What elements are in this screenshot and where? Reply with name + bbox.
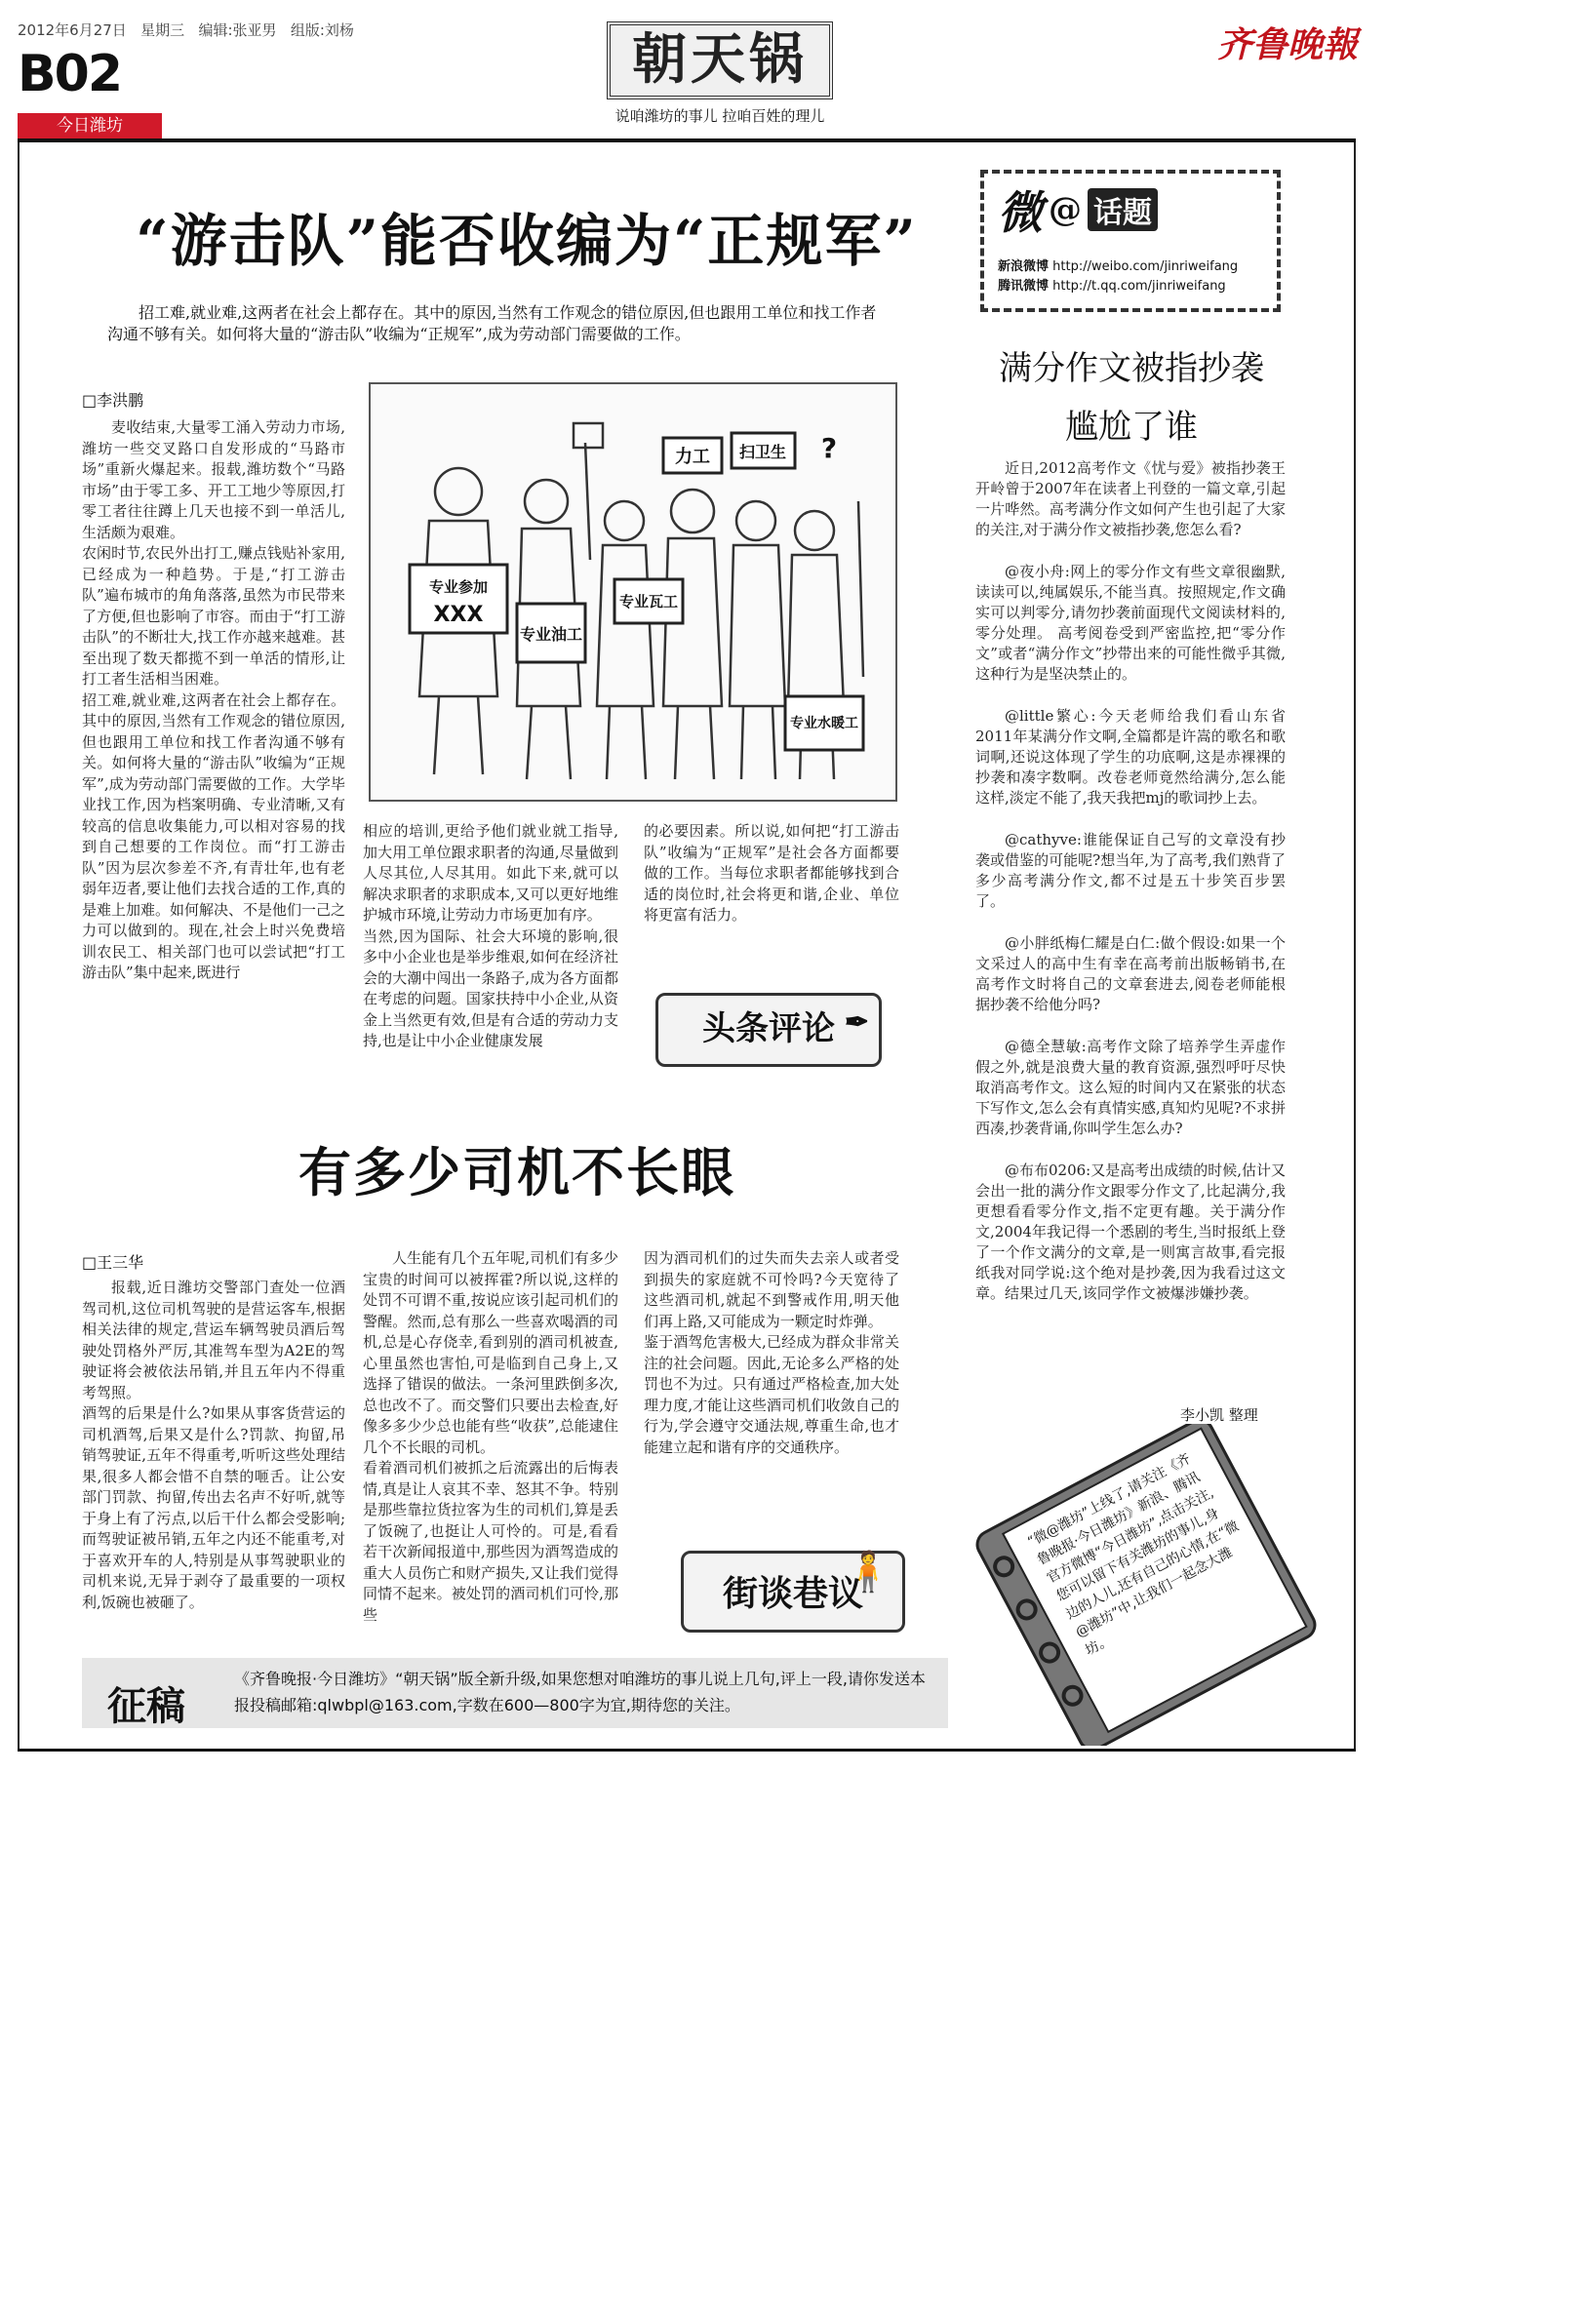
article1-column-2: 相应的培训,更给予他们就业就工指导,加大用工单位跟求职者的沟通,尽量做到人尽其位,人尽其用。如此下来,就可以解决求职者的求职成本,又可以更好地维护城市环境,让劳动力市场更加有序。 当然,因为国际、社会大环境的影响,很多中小企业也是举步维艰,如何在经济社会的大潮中闯出一条路子,成为各方面都在考虑的问题。国家扶持中小企业,从资金上当然更有效,但是有合适的劳动力支持,也是让中小企业健康发展: [363, 822, 618, 1049]
weibo-post: @夜小舟:网上的零分作文有些文章很幽默,读读可以,纯属娱乐,不能当真。按照规定,作文确实可以判零分,请勿抄袭前面现代文阅读材料的,零分处理。 高考阅卷受到严密监控,把“零分作文”或者“满分作文”抄带出来的可能性微乎其微,这种行为是坚决禁止的。: [975, 563, 1286, 683]
weibo-topic-box: [980, 170, 1281, 312]
weibo-topic-logo: [998, 181, 1263, 238]
notebook-graphic: [956, 1424, 1336, 1746]
weibo-links: [998, 257, 1238, 296]
headline-comment-badge: [655, 993, 882, 1067]
section-tag: 今日潍坊: [18, 113, 162, 138]
cartoon-workers-drawing: [371, 384, 895, 800]
tencent-label: 腾讯微博: [998, 279, 1050, 294]
issue-weekday: 星期三: [140, 21, 185, 39]
street-talk-badge: [681, 1551, 905, 1633]
topic-title-line-1: 满分作文被指抄袭: [999, 349, 1264, 388]
sign-label-1: 专业参加: [428, 578, 489, 596]
article1-column-1: 麦收结束,大量零工涌入劳动力市场,潍坊一些交叉路口自发形成的“马路市场”重新火爆起来。报载,潍坊数个“马路市场”由于零工多、开工工地少等原因,打零工者往往蹲上几天也接不到一单活儿,生活颇为艰难。 农闲时节,农民外出打工,赚点钱贴补家用,已经成为一种趋势。于是,“打工游击队”遍布城市的角角落落,虽然为市民带来了方便,但也影响了市容。而由于“打工游击队”的不断壮大,找工作亦越来越难。甚至出现了数天都揽不到一单活的情形,让打工者生活相当困难。 招工难,就业难,这两者在社会上都存在。其中的原因,当然有工作观念的错位原因,但也跟用工单位和找工作者沟通不够有关。如何将大量的“游击队”收编为“正规军”,成为劳动部门需要做的工作。大学毕业找工作,因为档案明确、专业清晰,又有较高的信息收集能力,可以相对容易的找到自己想要的工作岗位。而“打工游击队”因为层次参差不齐,有青壮年,也有老弱年迈者,要让他们去找合适的工作,真的是难上加难。如何解决、不是他们一己之力可以做到的。现在,社会上时兴免费培训农民工、相关部门也可以尝试把“打工游击队”集中起来,既进行: [82, 418, 345, 981]
header-meta: [18, 20, 354, 40]
sign-label-4: 专业瓦工: [618, 593, 679, 611]
article1-title: “游击队”能否收编为“正规军”: [136, 208, 918, 274]
article1-byline: □李洪鹏: [82, 391, 144, 410]
masthead: 朝天锅: [607, 21, 833, 99]
sign-label-6: 扫卫生: [738, 443, 787, 461]
layout-credit: 组版:刘杨: [290, 21, 354, 39]
weibo-intro: 近日,2012高考作文《忧与爱》被指抄袭王开岭曾于2007年在读者上刊登的一篇文章,引起一片哗然。高考满分作文如何产生也引起了大家的关注,对于满分作文被指抄袭,您怎么看?: [975, 459, 1286, 538]
article2-column-2: 人生能有几个五年呢,司机们有多少宝贵的时间可以被挥霍?所以说,这样的处罚不可谓不重,按说应该引起司机们的警醒。然而,总有那么一些喜欢喝酒的司机,总是心存侥幸,看到别的酒司机被查,心里虽然也害怕,可是临到自己身上,又选择了错误的做法。一条河里跌倒多次,总也改不了。而交警们只要出去检查,好像多多少少总也能有些“收获”,总能逮住几个不长眼的司机。 看着酒司机们被抓之后流露出的后悔表情,真是让人哀其不幸、怒其不争。特别是那些靠拉货拉客为生的司机们,算是丢了饭碗了,也挺让人可怜的。可是,看看若干次新闻报道中,那些因为酒驾造成的重大人员伤亡和财产损失,又让我们觉得同情不起来。被处罚的酒司机们可怜,那些: [363, 1249, 618, 1624]
article1-column-3: 的必要因素。所以说,如何把“打工游击队”收编为“正规军”是社会各方面都要做的工作。当每位求职者都能够找到合适的岗位时,社会将更和谐,企业、单位将更富有活力。: [644, 822, 899, 924]
call-title: 征稿: [107, 1683, 185, 1729]
weibo-editor-credit: 李小凯 整理: [1180, 1406, 1258, 1424]
page-number: B02: [18, 45, 121, 103]
headline-comment-label: 头条评论: [702, 1009, 835, 1048]
weibo-post: @小胖纸梅仁耀是白仁:做个假设:如果一个文采过人的高中生有幸在高考前出版畅销书,在高考作文时将自己的文章套进去,阅卷老师能根据抄袭不给他分吗?: [975, 934, 1286, 1013]
street-talk-label: 街谈巷议: [722, 1573, 863, 1614]
weibo-post: @little繁心:今天老师给我们看山东省2011年某满分作文啊,全篇都是许嵩的歌名和歌词啊,还说这体现了学生的功底啊,这是赤裸裸的抄袭和凑字数啊。改卷老师竟然给满分,怎么能这样,淡定不能了,我天我把mj的歌词抄上去。: [975, 707, 1286, 807]
article1-lead: 招工难,就业难,这两者在社会上都存在。其中的原因,当然有工作观念的错位原因,但也跟用工单位和找工作者沟通不够有关。如何将大量的“游击队”收编为“正规军”,成为劳动部门需要做的工作。: [107, 303, 877, 343]
sign-label-3: 专业油工: [519, 625, 583, 644]
call-text: 《齐鲁晚报·今日潍坊》“朝天锅”版全新升级,如果您想对咱潍坊的事儿说上几句,评上一段,请你发送本报投稿邮箱:qlwbpl@163.com,字数在600—800字为宜,期待您的关注。: [234, 1670, 926, 1714]
weibo-post: @cathyve:谁能保证自己写的文章没有抄袭或借鉴的可能呢?想当年,为了高考,我们熟背了多少高考满分作文,都不过是五十步笑百步罢了。: [975, 831, 1286, 910]
sign-label-5: 力工: [675, 447, 710, 467]
sina-label: 新浪微博: [998, 259, 1050, 274]
paper-logo: 齐鲁晚報: [1217, 24, 1359, 65]
cartoon-illustration: [369, 382, 897, 802]
notebook-text: “微@潍坊”上线了,请关注《齐鲁晚报·今日潍坊》新浪、腾讯官方微博“今日潍坊”,点击关注,您可以留下有关潍坊的事儿,身边的人儿,还有自己的心情,在“微@潍坊”中,让我们一起念大潍坊。: [1025, 1450, 1242, 1659]
article2-column-1: 报载,近日潍坊交警部门查处一位酒驾司机,这位司机驾驶的是营运客车,根据相关法律的规定,营运车辆驾驶员酒后驾驶处罚格外严厉,其准驾车型为A2E的驾驶证将会被依法吊销,并且五年内不得重考驾照。 酒驾的后果是什么?如果从事客货营运的司机酒驾,后果又是什么?罚款、拘留,吊销驾驶证,五年不得重考,听听这些处理结果,很多人都会惜不自禁的咂舌。让公安部门罚款、拘留,传出去名声不好听,就等于身上有了污点,以后干什么都会受影响;而驾驶证被吊销,五年之内还不能重考,对于喜欢开车的人,特别是从事驾驶职业的司机来说,无异于剥夺了最重要的一项权利,饭碗也被砸了。: [82, 1279, 345, 1611]
article2-title: 有多少司机不长眼: [298, 1141, 735, 1203]
sign-label-8: ?: [820, 432, 838, 464]
topic-title-line-2: 尴尬了谁: [1065, 408, 1198, 447]
tencent-url[interactable]: http://t.qq.com/jinriweifang: [1052, 279, 1226, 294]
logo-topic: 话题: [1088, 188, 1158, 231]
sina-url[interactable]: http://weibo.com/jinriweifang: [1052, 259, 1239, 274]
masthead-slogan: 说咱潍坊的事儿 拉咱百姓的理儿: [614, 107, 825, 125]
footer-rule: [18, 1749, 1356, 1752]
weibo-post: @布布0206:又是高考出成绩的时候,估计又会出一批的满分作文跟零分作文了,比起满分,我更想看看零分作文,指不定更有趣。关于满分作文,2004年我记得一个悉剧的考生,当时报纸上登了一个作文满分的文章,是一则寓言故事,看完报纸我对同学说:这个绝对是抄袭,因为我看过这文章。结果过几天,该同学作文被爆涉嫌抄袭。: [975, 1162, 1286, 1302]
sign-label-2: XXX: [433, 603, 484, 627]
weibo-posts: [975, 458, 1286, 1395]
issue-date: 2012年6月27日: [18, 21, 127, 39]
quill-pen-icon: ✒: [844, 1005, 869, 1040]
reporter-figure-icon: 🧍: [844, 1549, 892, 1595]
logo-wei: 微: [998, 186, 1043, 239]
editor-credit: 编辑:张亚男: [198, 21, 277, 39]
weibo-topic-title: [975, 339, 1288, 456]
sign-label-7: 专业水暖工: [790, 716, 858, 731]
article2-column-3: 因为酒司机们的过失而失去亲人或者受到损失的家庭就不可怜吗?今天宽待了这些酒司机,就起不到警戒作用,明天他们再上路,又可能成为一颗定时炸弹。 鉴于酒驾危害极大,已经成为群众非常关注的社会问题。因此,无论多么严格的处罚也不为过。只有通过严格检查,加大处理力度,才能让这些酒司机们收敛自己的行为,学会遵守交通法规,尊重生命,也才能建立起和谐有序的交通秩序。: [644, 1249, 899, 1456]
weibo-post: @德全慧敏:高考作文除了培养学生弄虚作假之外,就是浪费大量的教育资源,强烈呼吁尽快取消高考作文。这么短的时间内又在紧张的状态下写作文,怎么会有真情实感,真知灼见呢?不求拼西凑,抄袭背诵,你叫学生怎么办?: [975, 1038, 1286, 1137]
article2-byline: □王三华: [82, 1253, 144, 1272]
logo-at: @: [1049, 190, 1082, 229]
